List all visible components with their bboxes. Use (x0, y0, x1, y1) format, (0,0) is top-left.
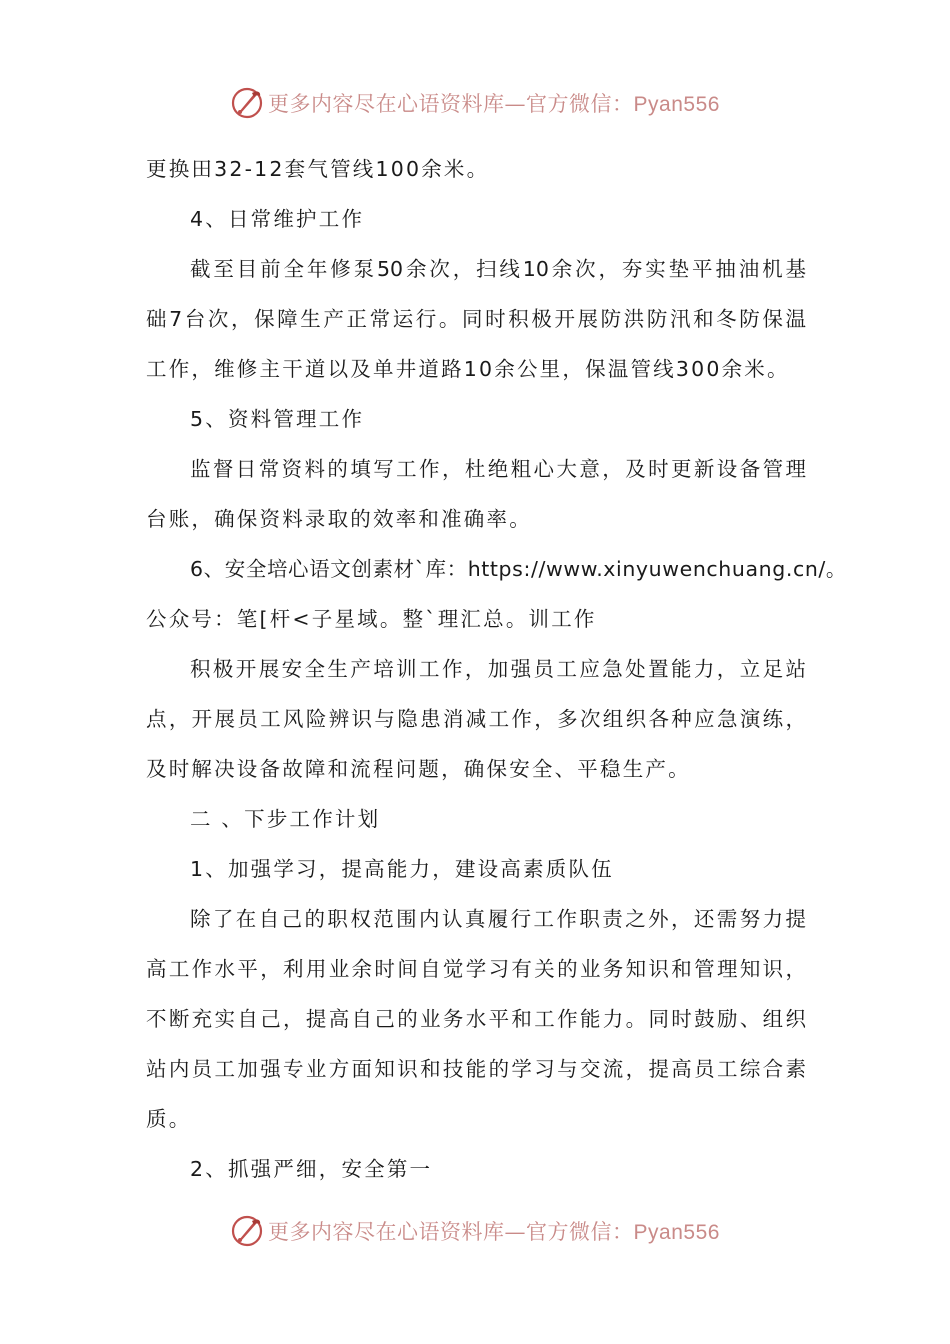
footer-watermark (0, 1208, 950, 1254)
footer-watermark-id: Pyan556 (633, 1221, 720, 1244)
paragraph-line: 监督日常资料的填写工作，杜绝粗心大意，及时更新设备管理 (190, 457, 806, 481)
paragraph-line: 更换田32-12套气管线100余米。 (146, 157, 490, 181)
paragraph-line: 工作，维修主干道以及单井道路10余公里，保温管线300余米。 (146, 357, 790, 381)
section-heading: 4、日常维护工作 (190, 207, 365, 231)
paragraph-line: 点，开展员工风险辨识与隐患消减工作，多次组织各种应急演练， (146, 707, 806, 731)
paragraph-line: 础7台次，保障生产正常运行。同时积极开展防洪防汛和冬防保温 (146, 307, 806, 331)
header-watermark-id: Pyan556 (633, 93, 720, 116)
section-heading: 6、安全培心语文创素材`库：https://www.xinyuwenchuang.cn/。 (190, 557, 848, 581)
paragraph-line: 除了在自己的职权范围内认真履行工作职责之外，还需努力提 (190, 907, 806, 931)
paragraph-line: 积极开展安全生产培训工作，加强员工应急处置能力，立足站 (190, 657, 806, 681)
paragraph-line: 截至目前全年修泵50余次，扫线10余次，夯实垫平抽油机基 (190, 257, 806, 281)
paragraph-line: 高工作水平，利用业余时间自觉学习有关的业务知识和管理知识， (146, 957, 806, 981)
document-body (146, 144, 848, 1194)
quill-logo-icon (230, 86, 264, 120)
paragraph-line: 站内员工加强专业方面知识和技能的学习与交流，提高员工综合素 (146, 1057, 806, 1081)
header-watermark-text: 更多内容尽在心语资料库—官方微信： (268, 92, 634, 116)
paragraph-line: 公众号：笔[杆<子星域。整`理汇总。训工作 (146, 607, 597, 631)
paragraph-line: 及时解决设备故障和流程问题，确保安全、平稳生产。 (146, 757, 691, 781)
section-heading: 1、加强学习，提高能力，建设高素质队伍 (190, 857, 614, 881)
paragraph-line: 质。 (146, 1107, 192, 1131)
quill-logo-icon (230, 1214, 264, 1248)
section-heading: 2、抓强严细，安全第一 (190, 1157, 433, 1181)
section-heading: 5、资料管理工作 (190, 407, 365, 431)
paragraph-line: 不断充实自己，提高自己的业务水平和工作能力。同时鼓励、组织 (146, 1007, 806, 1031)
footer-watermark-text: 更多内容尽在心语资料库—官方微信： (268, 1220, 634, 1244)
paragraph-line: 台账，确保资料录取的效率和准确率。 (146, 507, 532, 531)
header-watermark (0, 80, 950, 126)
section-heading: 二 、下步工作计划 (190, 807, 381, 831)
